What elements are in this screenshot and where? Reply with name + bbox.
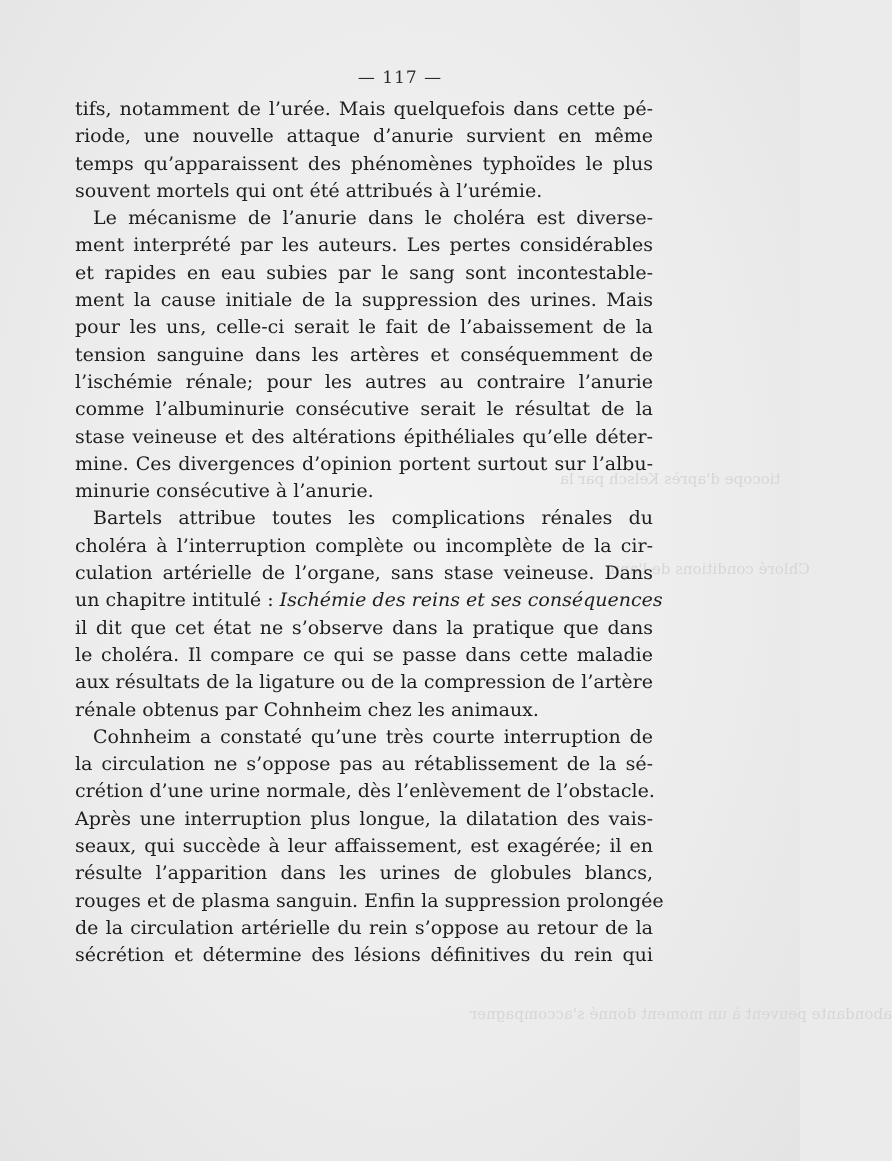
text-line: sécrétion et détermine des lésions définitives du rein qui: [75, 944, 653, 967]
text-line: seaux, qui succède à leur affaissement, est exagérée; il en: [75, 835, 653, 858]
show-through-text: tiocope d'après Kelsch par la: [560, 470, 781, 488]
text-line: ment la cause initiale de la suppression des urines. Mais: [75, 289, 653, 312]
text-line: Après une interruption plus longue, la dilatation des vais-: [75, 807, 653, 830]
text-line: tension sanguine dans les artères et conséquemment de: [75, 343, 653, 366]
text-line: tifs, notamment de l’urée. Mais quelquefois dans cette pé-: [75, 98, 653, 120]
chapter-title-italic: Ischémie des reins et ses conséquences: [279, 589, 663, 612]
text-line: choléra à l’interruption complète ou incomplète de la cir-: [75, 534, 653, 557]
text-line: la circulation ne s’oppose pas au rétablissement de la sé-: [75, 753, 653, 776]
text-line: aux résultats de la ligature ou de la compression de l’artère: [75, 671, 653, 694]
show-through-text: Chloré conditions de l'anu: [610, 560, 810, 578]
text-line: riode, une nouvelle attaque d’anurie survient en même: [75, 125, 653, 148]
body-text: [75, 96, 664, 970]
text-line: culation artérielle de l’organe, sans stase veineuse. Dans: [75, 562, 653, 585]
text-line: pour les uns, celle-ci serait le fait de l’abaissement de la: [75, 316, 653, 339]
text-line: il dit que cet état ne s’observe dans la pratique que dans: [75, 616, 653, 639]
page-number: — 117 —: [357, 68, 443, 88]
text-line: souvent mortels qui ont été attribués à l’urémie.: [75, 179, 543, 202]
text-line: le choléra. Il compare ce qui se passe dans cette maladie: [75, 643, 653, 666]
text-line: mine. Ces divergences d’opinion portent surtout sur l’albu-: [75, 452, 653, 475]
text-line: stase veineuse et des altérations épithéliales qu’elle déter-: [75, 425, 653, 448]
show-through-text: abondante peuvent à un moment donné s'accompagner: [470, 1005, 892, 1023]
text-line: l’ischémie rénale; pour les autres au contraire l’anurie: [75, 370, 653, 393]
text-line: et rapides en eau subies par le sang sont incontestable-: [75, 261, 653, 284]
text-line: résulte l’apparition dans les urines de globules blancs,: [75, 862, 653, 885]
text-line: minurie consécutive à l’anurie.: [75, 480, 374, 503]
text-line: rouges et de plasma sanguin. Enfin la suppression prolongée: [75, 889, 664, 912]
text-line: temps qu’apparaissent des phénomènes typhoïdes le plus: [75, 152, 653, 175]
text-line-lead: un chapitre intitulé :: [75, 589, 274, 612]
text-line: Bartels attribue toutes les complications rénales du: [93, 507, 653, 530]
text-line: ment interprété par les auteurs. Les pertes considérables: [75, 234, 653, 257]
text-line: de la circulation artérielle du rein s’oppose au retour de la: [75, 916, 653, 939]
text-line: Cohnheim a constaté qu’une très courte interruption de: [93, 725, 653, 748]
text-line: [75, 587, 663, 614]
text-line: comme l’albuminurie consécutive serait le résultat de la: [75, 398, 653, 421]
text-line: Le mécanisme de l’anurie dans le choléra est diverse-: [93, 207, 653, 230]
text-line: rénale obtenus par Cohnheim chez les animaux.: [75, 698, 539, 721]
text-line: crétion d’une urine normale, dès l’enlèvement de l’obstacle.: [75, 780, 655, 803]
